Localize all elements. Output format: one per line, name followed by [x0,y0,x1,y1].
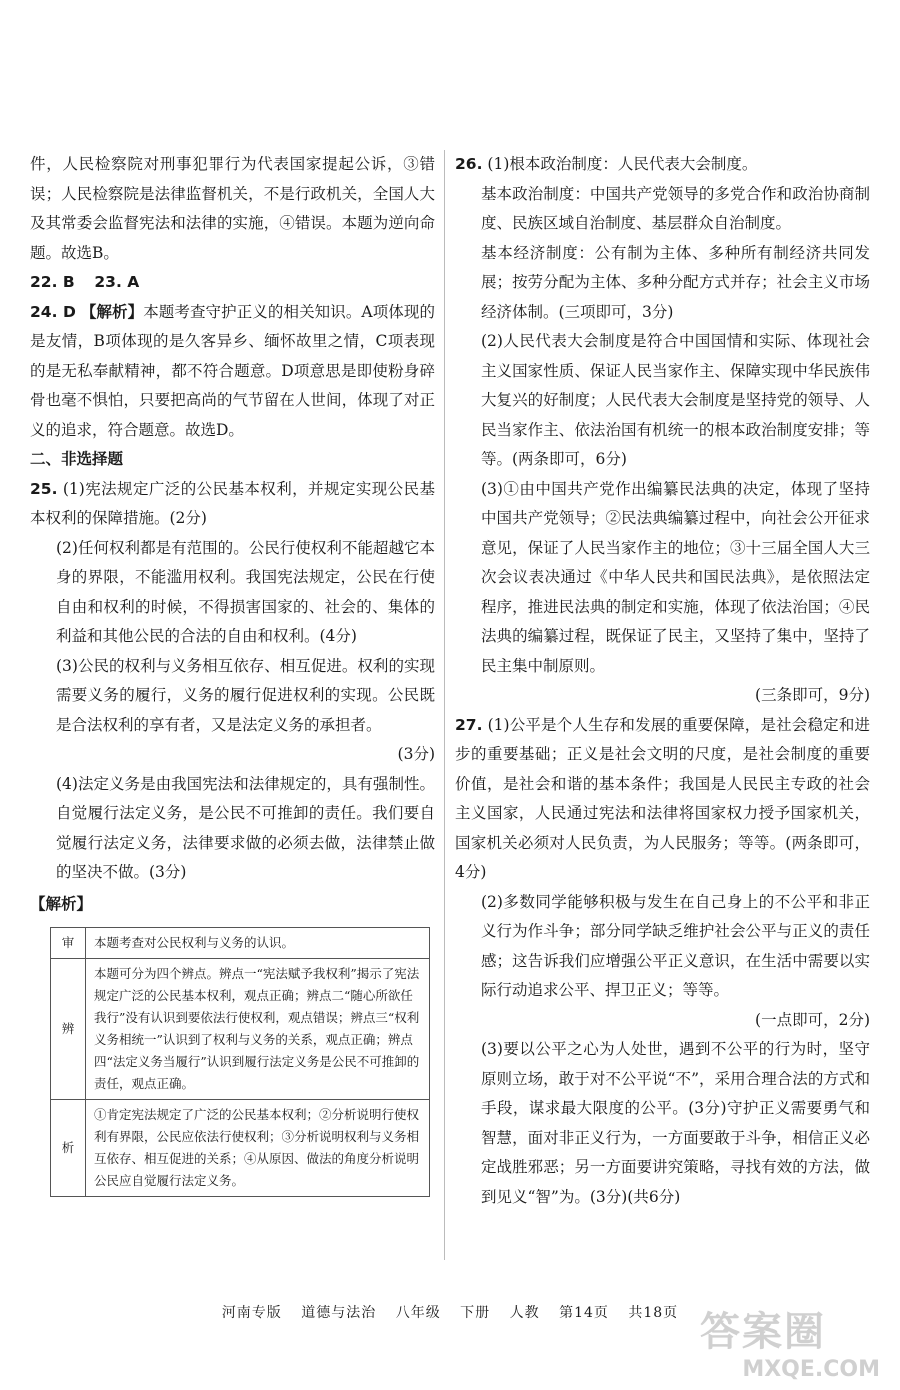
q26-part1-basic-political: 基本政治制度：中国共产党领导的多党合作和政治协商制度、民族区域自治制度、基层群众自治制度。 [481,184,870,232]
right-column [455,150,870,1212]
q27-part1-text: (1)公平是个人生存和发展的重要保障，是社会稳定和进步的重要基础；正义是社会文明的尺度，是社会制度的重要价值，是社会和谐的基本条件；我国是人民民主专政的社会主义国家，人民通过宪法和法律将国家权力授予国家机关，国家机关必须对人民负责，为人民服务；等等。(两条即可，4分) [455,715,870,881]
q25-part4: (4)法定义务是由我国宪法和法律规定的，具有强制性。自觉履行法定义务，是公民不可推卸的责任。我们要自觉履行法定义务，法律要求做的必须去做，法律禁止做的坚决不做。(3分) [56,774,435,881]
q26-part3: (3)①由中国共产党作出编纂民法典的决定，体现了坚持中国共产党领导；②民法典编纂过程中，向社会公开征求意见，保证了人民当家作主的地位；③十三届全国人大三次会议表决通过《中华人民共和国民法典》，是依照法定程序，推进民法典的制定和实施，体现了依法治国；④民法典的编纂过程，既保证了民主，又坚持了集中，坚持了民主集中制原则。 [481,479,870,675]
q27-part3: (3)要以公平之心为人处世，遇到不公平的行为时，坚守原则立场，敢于对不公平说“不”，采用合理合法的方式和手段，谋求最大限度的公平。(3分)守护正义需要勇气和智慧，面对非正义行为，一方面要敢于斗争，相信正义必定战胜邪恶；另一方面要讲究策略，寻找有效的方法，做到见义“智”为。(3分)(共6分) [481,1040,870,1206]
analysis-row [51,959,430,1100]
q26-part3-score: (三条即可，9分) [755,686,870,704]
q24-block [30,298,435,446]
analysis-label: 审 [51,928,86,959]
q24-answer: 24. D [30,302,76,321]
analysis-label: 析 [51,1100,86,1197]
q27-number: 27. [455,715,483,734]
q25-part2: (2)任何权利都是有范围的。公民行使权利不能超越它本身的界限，不能滥用权利。我国宪法规定，公民在行使自由和权利的时候，不得损害国家的、社会的、集体的利益和其他公民的合法的自由和权利。(4分) [56,538,435,645]
footer-volume: 下册 [460,1305,491,1321]
section-heading: 二、非选择题 [30,450,124,468]
footer-subject: 道德与法治 [301,1305,377,1321]
footer-grade: 八年级 [395,1305,441,1321]
q27-part1 [455,711,870,888]
analysis-row [51,928,430,959]
watermark-url: MXQE.COM [742,1357,880,1382]
analysis-table [50,927,430,1197]
footer-total: 共18页 [628,1305,679,1321]
q25-part1 [30,475,435,534]
footer-publisher: 人教 [509,1305,540,1321]
q23-answer: 23. A [94,273,140,291]
left-column [30,150,435,1197]
q24-analysis-tag: 【解析】 [80,302,144,321]
q25-number: 25. [30,479,58,498]
watermark-text: 答案圈 [700,1309,826,1355]
q25-part3: (3)公民的权利与义务相互依存、相互促进。权利的实现需要义务的履行，义务的履行促进权利的实现。公民既是合法权利的享有者，又是法定义务的承担者。 [56,656,435,734]
q26-number: 26. [455,155,483,173]
analysis-text: ①肯定宪法规定了广泛的公民基本权利；②分析说明行使权利有界限，公民应依法行使权利；③分析说明权利与义务相互依存、相互促进的关系；④从原因、做法的角度分析说明公民应自觉履行法定义务。 [86,1100,430,1197]
analysis-text: 本题可分为四个辨点。辨点一“宪法赋予我权利”揭示了宪法规定广泛的公民基本权利，观点正确；辨点二“随心所欲任我行”没有认识到要依法行使权利，观点错误；辨点三“权利义务相统一”认识到了权利与义务的关系，观点正确；辨点四“法定义务当履行”认识到履行法定义务是公民不可推卸的责任，观点正确。 [86,959,430,1100]
analysis-heading: 【解析】 [30,894,93,913]
q24-text: 本题考查守护正义的相关知识。A项体现的是友情，B项体现的是久客异乡、缅怀故里之情，C项表现的是无私奉献精神，都不符合题意。D项意思是即使粉身碎骨也毫不惧怕，只要把高尚的气节留在人世间，体现了对正义的追求，符合题意。故选D。 [30,302,435,439]
q22-answer: 22. B [30,273,75,291]
q27-part2: (2)多数同学能够积极与发生在自己身上的不公平和非正义行为作斗争；部分同学缺乏维护社会公平与正义的责任感；这告诉我们应增强公平正义意识，在生活中需要以实际行动追求公平、捍卫正义；等等。 [481,892,870,999]
q26-part2: (2)人民代表大会制度是符合中国国情和实际、体现社会主义国家性质、保证人民当家作主、保障实现中华民族伟大复兴的好制度；人民代表大会制度是坚持党的领导、人民当家作主、依法治国有机统一的根本政治制度安排；等等。(两条即可，6分) [481,332,870,468]
q25-part3-score: (3分) [397,745,435,763]
footer-edition: 河南专版 [221,1305,282,1321]
analysis-row [51,1100,430,1197]
q26-part1 [455,150,870,180]
analysis-text: 本题考查对公民权利与义务的认识。 [86,928,430,959]
q21-continuation: 件，人民检察院对刑事犯罪行为代表国家提起公诉，③错误；人民检察院是法律监督机关，不是行政机关，全国人大及其常委会监督宪法和法律的实施，④错误。本题为逆向命题。故选B。 [30,155,435,262]
q22-23-answers [30,268,435,298]
footer-page: 第14页 [559,1305,609,1321]
q25-part1-text: (1)宪法规定广泛的公民基本权利，并规定实现公民基本权利的保障措施。(2分) [30,479,435,527]
analysis-label: 辨 [51,959,86,1100]
q26-part1-basic-economic: 基本经济制度：公有制为主体、多种所有制经济共同发展；按劳分配为主体、多种分配方式并存；社会主义市场经济体制。(三项即可，3分) [481,243,870,321]
q27-part2-score: (一点即可，2分) [755,1010,870,1029]
watermark-logo [700,1300,890,1385]
column-divider [444,150,445,1260]
q26-part1-text: (1)根本政治制度：人民代表大会制度。 [487,155,758,173]
